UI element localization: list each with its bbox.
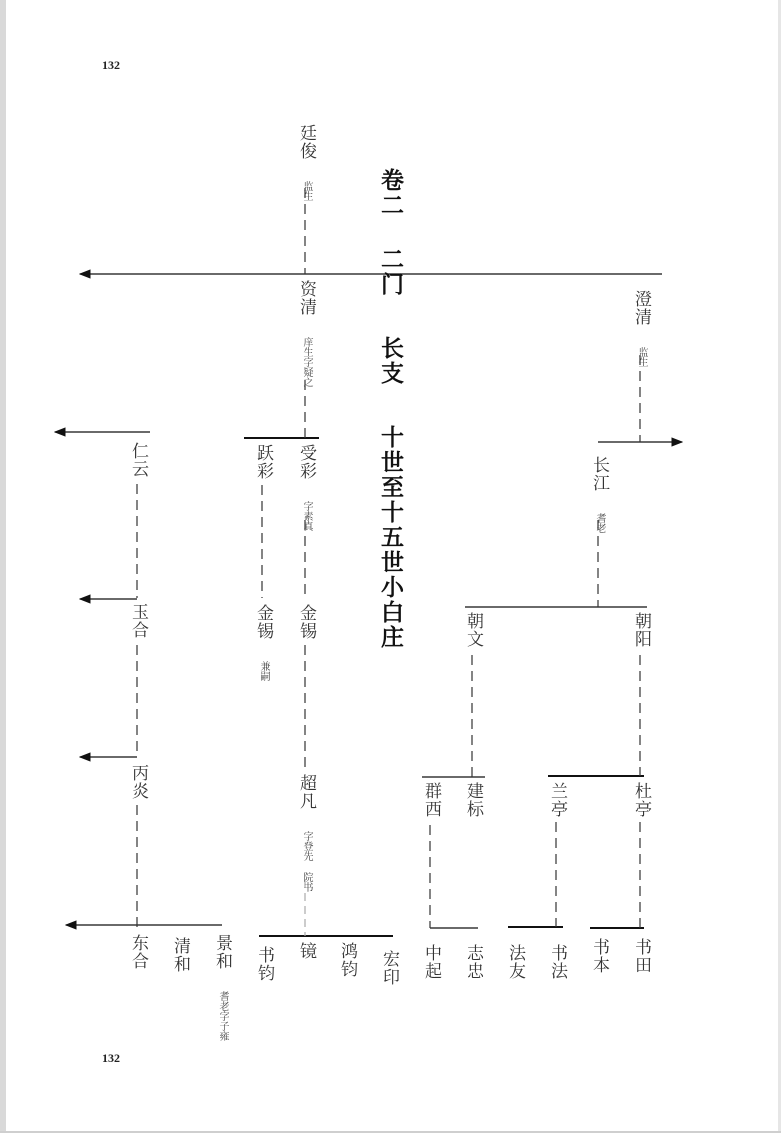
person-node xyxy=(128,603,148,639)
person-node xyxy=(589,456,609,533)
title-part: 十世至十五世小白庄 xyxy=(377,425,404,650)
person-node xyxy=(170,937,190,973)
person-name: 资清 xyxy=(296,280,316,316)
person-node xyxy=(631,782,651,818)
person-name: 朝阳 xyxy=(631,612,651,648)
person-note: 监生 xyxy=(636,347,647,367)
page-number-top: 132 xyxy=(102,58,120,72)
person-node xyxy=(547,782,567,818)
person-node xyxy=(631,612,651,648)
title-part: 长支 xyxy=(377,336,404,386)
person-note: 耆老字子雍 xyxy=(217,991,228,1041)
person-node xyxy=(379,950,399,986)
person-name: 玉合 xyxy=(128,603,148,639)
person-node xyxy=(337,942,357,978)
person-name: 镜 xyxy=(296,942,316,960)
person-node xyxy=(296,774,316,892)
person-name: 中起 xyxy=(421,944,441,980)
person-name: 东合 xyxy=(128,934,148,970)
person-node xyxy=(631,938,651,974)
person-node xyxy=(128,934,148,970)
person-node xyxy=(547,944,567,980)
person-name: 兰亭 xyxy=(547,782,567,818)
person-node xyxy=(463,782,483,818)
person-node xyxy=(296,444,316,531)
person-node xyxy=(253,604,273,681)
person-node xyxy=(589,938,609,974)
person-node xyxy=(463,612,483,648)
person-name: 澄清 xyxy=(631,290,651,326)
person-name: 廷俊 xyxy=(296,124,316,160)
person-name: 跃彩 xyxy=(253,444,273,480)
person-note: 监生 xyxy=(301,181,312,201)
person-name: 长江 xyxy=(589,456,609,492)
person-node xyxy=(296,942,316,960)
person-node xyxy=(212,934,232,1041)
person-name: 书本 xyxy=(589,938,609,974)
person-node xyxy=(296,604,316,640)
person-name: 受彩 xyxy=(296,444,316,480)
person-node xyxy=(254,946,274,982)
person-name: 书钧 xyxy=(254,946,274,982)
person-name: 仁云 xyxy=(128,442,148,478)
title-part: 卷二 二门 xyxy=(377,168,404,297)
person-node xyxy=(421,782,441,818)
person-name: 法友 xyxy=(505,944,525,980)
person-name: 景和 xyxy=(212,934,232,970)
person-node xyxy=(296,280,316,387)
person-name: 鸿钧 xyxy=(337,942,357,978)
person-name: 丙炎 xyxy=(128,764,148,800)
person-node xyxy=(128,442,148,478)
person-node xyxy=(463,944,483,980)
person-node xyxy=(421,944,441,980)
person-name: 朝文 xyxy=(463,612,483,648)
person-name: 建标 xyxy=(463,782,483,818)
person-name: 金锡 xyxy=(253,604,273,640)
person-note: 耆老 xyxy=(594,513,605,533)
person-name: 清和 xyxy=(170,937,190,973)
page-title xyxy=(376,168,404,650)
person-name: 志忠 xyxy=(463,944,483,980)
person-node xyxy=(505,944,525,980)
person-note: 字登先 院书 xyxy=(301,831,312,892)
person-node xyxy=(128,764,148,800)
person-name: 金锡 xyxy=(296,604,316,640)
person-node xyxy=(253,444,273,480)
person-name: 宏印 xyxy=(379,950,399,986)
person-node xyxy=(631,290,651,367)
person-note: 字素真 xyxy=(301,501,312,531)
page-number-bottom: 132 xyxy=(102,1051,120,1065)
person-name: 杜亭 xyxy=(631,782,651,818)
person-name: 书法 xyxy=(547,944,567,980)
person-note: 兼嗣 xyxy=(258,661,269,681)
person-name: 群西 xyxy=(421,782,441,818)
person-name: 书田 xyxy=(631,938,651,974)
person-name: 超凡 xyxy=(296,774,316,810)
person-node xyxy=(296,124,316,201)
person-note: 庠生字疑之 xyxy=(301,337,312,387)
